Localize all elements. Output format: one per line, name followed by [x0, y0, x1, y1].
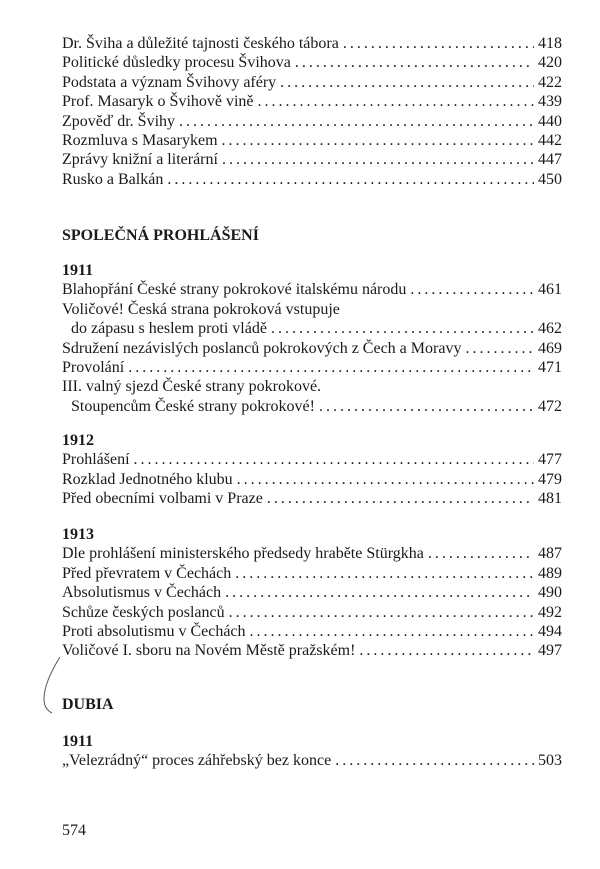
dot-leader: [465, 339, 534, 358]
toc-entry: [62, 544, 562, 563]
dot-leader: [267, 489, 534, 508]
dot-leader: [271, 319, 534, 338]
entry-title: Absolutismus v Čechách: [62, 584, 222, 602]
toc-entry: [62, 34, 562, 53]
dot-leader: [343, 34, 534, 53]
entry-title: Rozklad Jednotného klubu: [62, 470, 233, 488]
entry-page: 477: [538, 451, 562, 469]
year-heading: 1911: [62, 733, 94, 750]
entry-title: Voličové I. sboru na Novém Městě pražském!: [62, 642, 356, 660]
year-group-1913: [62, 525, 562, 661]
dot-leader: [229, 603, 534, 622]
page-number: 574: [62, 822, 86, 839]
toc-entry: [62, 583, 562, 602]
entry-page: 462: [538, 320, 562, 338]
year-group-dubia-1911: [62, 732, 562, 771]
dot-leader: [359, 641, 534, 660]
toc-entry: [62, 489, 562, 508]
year-group-1911: [62, 261, 562, 416]
dot-leader: [222, 150, 534, 169]
section-heading: DUBIA: [62, 696, 114, 713]
dot-leader: [128, 358, 534, 377]
entry-title: Zpověď dr. Švihy: [62, 112, 176, 130]
toc-entry: [62, 92, 562, 111]
entry-title: Podstata a význam Švihovy aféry: [62, 73, 277, 91]
toc-entry: [62, 622, 562, 641]
entry-title: Před obecními volbami v Praze: [62, 490, 263, 508]
toc-entry: [62, 751, 562, 770]
dot-leader: [250, 622, 534, 641]
entry-page: 472: [538, 397, 562, 415]
entry-page: 489: [538, 564, 562, 582]
dot-leader: [167, 170, 534, 189]
section-heading: SPOLEČNÁ PROHLÁŠENÍ: [62, 227, 259, 244]
toc-entry: [62, 280, 562, 299]
dot-leader: [428, 544, 534, 563]
entry-page: 439: [538, 93, 562, 111]
toc-entry: [62, 450, 562, 469]
entry-title: Prof. Masaryk o Švihově vině: [62, 93, 254, 111]
toc-entry: [62, 131, 562, 150]
toc-entry: [62, 470, 562, 489]
entry-title: „Velezrádný“ proces záhřebský bez konce: [62, 752, 332, 770]
entry-title: Dle prohlášení ministerského předsedy hraběte Stürgkha: [62, 545, 424, 563]
year-heading: 1913: [62, 526, 94, 543]
toc-entry: [62, 397, 562, 416]
dot-leader: [225, 583, 534, 602]
entry-page: 490: [538, 584, 562, 602]
entry-title: Prohlášení: [62, 451, 130, 469]
toc-entry: [62, 170, 562, 189]
entry-page: 503: [538, 752, 562, 770]
dot-leader: [410, 280, 534, 299]
entry-title: Rozmluva s Masarykem: [62, 131, 218, 149]
dot-leader: [179, 112, 534, 131]
entry-page: 418: [538, 35, 562, 52]
entry-title: Zprávy knižní a literární: [62, 151, 218, 169]
entry-title: Dr. Šviha a důležité tajnosti českého tábora: [62, 35, 339, 52]
year-heading: 1912: [62, 432, 94, 449]
dot-leader: [319, 397, 534, 416]
entry-title: Schůze českých poslanců: [62, 603, 225, 621]
toc-entry: [62, 339, 562, 358]
dot-leader: [237, 470, 534, 489]
entry-page: 471: [538, 358, 562, 376]
entry-title-line: III. valný sjezd České strany pokrokové.: [62, 378, 322, 396]
entry-title: do zápasu s heslem proti vládě: [71, 320, 267, 338]
entry-title: Rusko a Balkán: [62, 170, 164, 188]
entry-title: Před převratem v Čechách: [62, 564, 232, 582]
dot-leader: [222, 131, 534, 150]
toc-entry: [62, 641, 562, 660]
entry-title: Proti absolutismu v Čechách: [62, 622, 246, 640]
toc-entry: [62, 53, 562, 72]
toc-entry: [62, 358, 562, 377]
toc-entry: [62, 319, 562, 338]
entry-title: Stoupencům České strany pokrokové!: [71, 397, 315, 415]
entry-page: 420: [538, 54, 562, 72]
dot-leader: [295, 53, 534, 72]
dot-leader: [335, 751, 534, 770]
entry-page: 497: [538, 642, 562, 660]
dot-leader: [235, 564, 534, 583]
entry-page: 481: [538, 490, 562, 508]
toc-entry: [62, 73, 562, 92]
toc-entry: [62, 564, 562, 583]
year-group-1912: [62, 431, 562, 509]
entry-page: 487: [538, 545, 562, 563]
entry-page: 479: [538, 470, 562, 488]
entry-page: 492: [538, 603, 562, 621]
entry-title: Provolání: [62, 358, 125, 376]
toc-top-list: [62, 34, 562, 189]
year-heading: 1911: [62, 262, 94, 279]
entry-page: 450: [538, 170, 562, 188]
entry-page: 422: [538, 73, 562, 91]
entry-title-line: Voličové! Česká strana pokroková vstupuje: [62, 300, 340, 318]
entry-page: 442: [538, 131, 562, 149]
entry-title: Sdružení nezávislých poslanců pokrokových z Čech a Moravy: [62, 339, 462, 357]
entry-page: 447: [538, 151, 562, 169]
toc-entry: [62, 150, 562, 169]
entry-page: 494: [538, 622, 562, 640]
entry-title: Politické důsledky procesu Švihova: [62, 54, 291, 72]
entry-page: 469: [538, 339, 562, 357]
dot-leader: [258, 92, 534, 111]
toc-entry: [62, 112, 562, 131]
entry-page: 461: [538, 281, 562, 299]
dot-leader: [280, 73, 534, 92]
dot-leader: [134, 450, 534, 469]
entry-page: 440: [538, 112, 562, 130]
entry-title: Blahopřání České strany pokrokové italskému národu: [62, 281, 407, 299]
toc-entry: [62, 603, 562, 622]
